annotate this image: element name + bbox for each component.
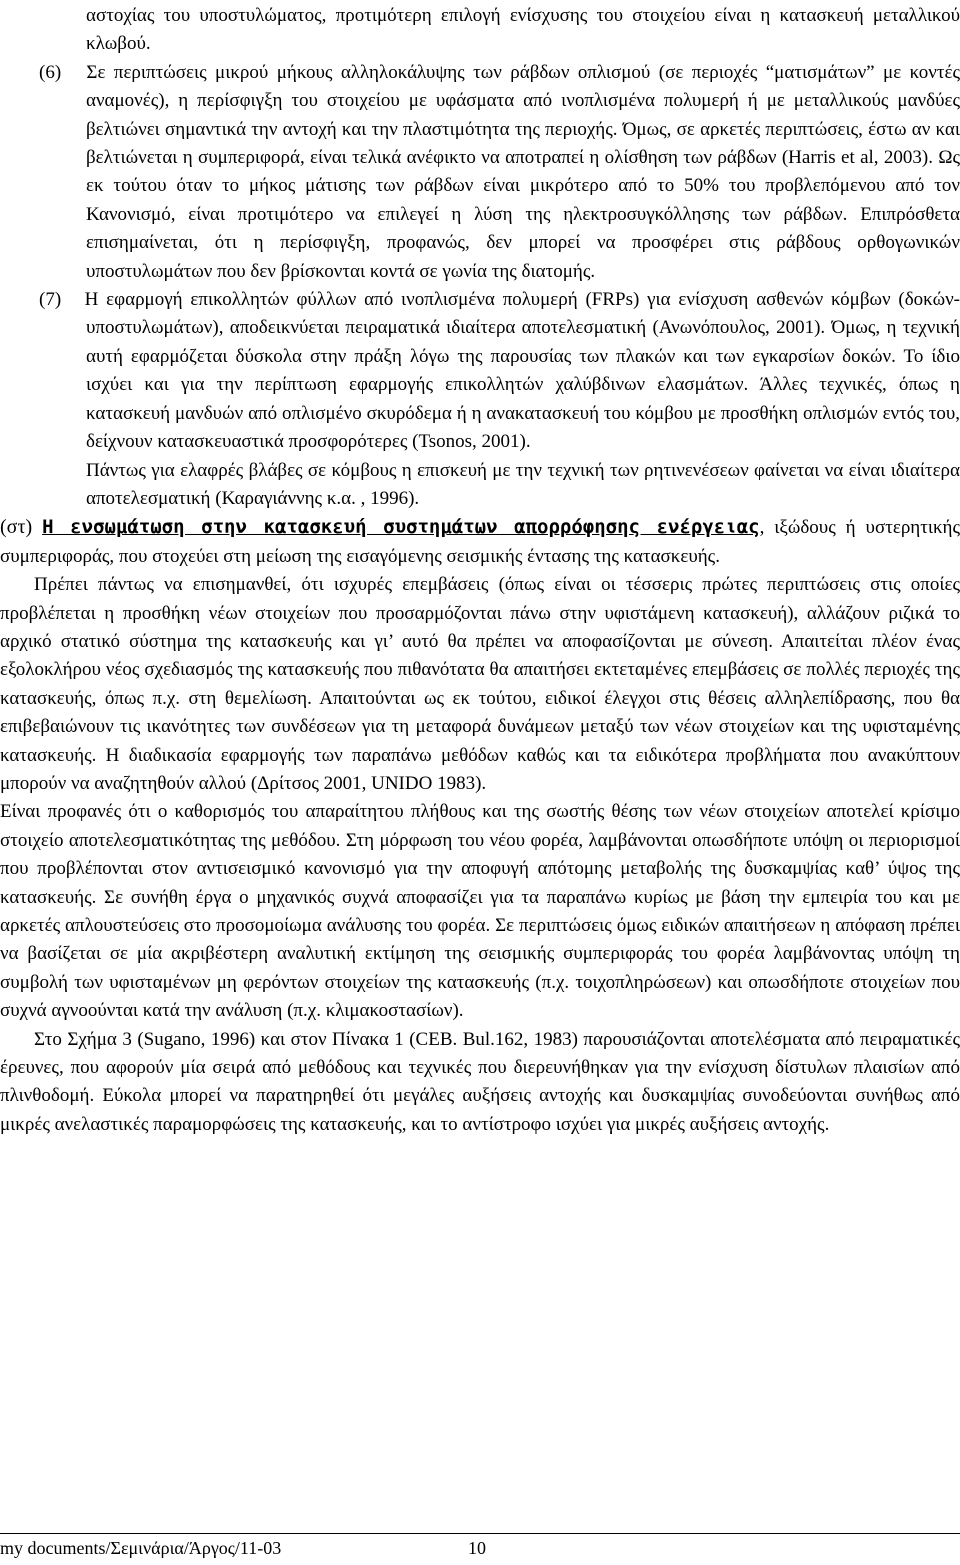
item-6-text: Σε περιπτώσεις μικρού μήκους αλληλοκάλυψης των ράβδων οπλισμού (σε περιοχές “ματισμάτων” με κοντές αναμονές), η περίσφιγξη του στοιχείου με υφάσματα από ινοπλισμένα πολυμερή ή με μεταλλικούς μανδύες βελτιώνει σημαντικά την αντοχή και την πλαστιμότητα της περιοχής. Όμως, σε αρκετές περιπτώσεις, έστω αν και βελτιώνεται η συμπεριφορά, είναι τελικά ανέφικτο να αποτραπεί η ολίσθηση των ράβδων (Harris et al, 2003). Ως εκ τούτου όταν το μήκος μάτισης των ράβδων είναι μικρότερο από το 50% του προβλεπόμενου από τον Κανονισμό, είναι προτιμότερο να επιλεγεί η λύση της ηλεκτροσυγκόλλησης των ράβδων. Επιπρόσθετα επισημαίνεται, ότι η περίσφιγξη, προφανώς, δεν μπορεί να προσφέρει στις ράβδους ορθογωνικών υποστυλωμάτων που δεν βρίσκονται κοντά σε γωνία της διατομής. xyxy=(86,61,960,282)
paragraph-3 xyxy=(0,1026,960,1140)
paragraph-1 xyxy=(0,571,960,798)
section-st xyxy=(0,513,960,571)
continuation-paragraph xyxy=(0,2,960,59)
section-st-label: (στ) xyxy=(0,516,33,539)
item-7-number: (7) xyxy=(39,289,62,311)
footer-rule xyxy=(0,1533,960,1534)
paragraph-1-text: Πρέπει πάντως να επισημανθεί, ότι ισχυρές επεμβάσεις (όπως είναι οι τέσσερις πρώτες περιπτώσεις στις οποίες προβλέπεται η προσθήκη νέων στοιχείων που προσαρμόζονται πάνω στην υφιστάμενη κατασκευή), αλλάζουν ριζικά το αρχικό στατικό σύστημα της κατασκευής και γι’ αυτό θα πρέπει να αποφασίζονται με σύνεση. Απαιτείται πλέον ένας εξολοκλήρου νέος σχεδιασμός της κατασκευής που πιθανότατα θα απαιτήσει εκτεταμένες επεμβάσεις σε πολλές περιοχές της κατασκευής, όπως π.χ. στη θεμελίωση. Απαιτούνται ως εκ τούτου, ειδικοί έλεγχοι στις θέσεις αλληλεπίδρασης, που θα επιβεβαιώνουν τις ικανότητες των συνδέσεων για τη μεταφορά δυνάμεων μεταξύ των νέων στοιχείων και της υφισταμένης κατασκευής. Η διαδικασία εφαρμογής των παραπάνω μεθόδων καθώς και τα ειδικότερα προβλήματα που ανακύπτουν μπορούν να αναζητηθούν αλλού (Δρίτσος 2001, UNIDO 1983). xyxy=(0,574,960,794)
item-7-text: Η εφαρμογή επικολλητών φύλλων από ινοπλισμένα πολυμερή (FRPs) για ενίσχυση ασθενών κόμβων (δοκών-υποστυλωμάτων), αποδεικνύεται πειραματικά ιδιαίτερα αποτελεσματική (Ανωνόπουλος, 2001). Όμως, η τεχνική αυτή εφαρμόζεται δύσκολα στην πράξη λόγω της παρουσίας των πλακών και των εγκαρσίων δοκών. Το ίδιο ισχύει και για την περίπτωση εφαρμογής επικολλητών χαλύβδινων ελασμάτων. Άλλες τεχνικές, όπως η κατασκευή μανδυών από οπλισμένο σκυρόδεμα ή η ανακατασκευή του κόμβου με προσθήκη οπλισμών εντός του, δείχνουν κατασκευαστικά προσφορότερες (Tsonos, 2001). xyxy=(84,289,960,453)
item-7-text-2: Πάντως για ελαφρές βλάβες σε κόμβους η επισκευή με την τεχνική των ρητινενέσεων φαίνεται να είναι ιδιαίτερα αποτελεσματική (Καραγιάννης κ.α. , 1996). xyxy=(86,459,960,509)
paragraph-2 xyxy=(0,798,960,1025)
page-footer xyxy=(0,1527,960,1565)
body-text xyxy=(0,2,960,1139)
item-7-continuation xyxy=(0,457,960,514)
paragraph-2-text: Είναι προφανές ότι ο καθορισμός του απαραίτητου πλήθους και της σωστής θέσης των νέων στοιχείων αποτελεί κρίσιμο στοιχείο αποτελεσματικότητας της μεθόδου. Στη μόρφωση του νέου φορέα, λαμβάνονται οπωσδήποτε υπόψη οι περιορισμοί που προβλέπονται στον αντισεισμικό κανονισμό για την αποφυγή απότομης μεταβολής της δυσκαμψίας καθ’ ύψος της κατασκευής. Σε συνήθη έργα ο μηχανικός συχνά αποφασίζει για τα παραπάνω κυρίως με βάση την εμπειρία του και με αρκετές απλουστεύσεις στο προσομοίωμα ανάλυσης του φορέα. Σε περιπτώσεις όμως ειδικών απαιτήσεων η απόφαση πρέπει να βασίζεται σε μία ακριβέστερη αναλυτική εκτίμηση της σεισμικής συμπεριφοράς του φορέα λαμβάνοντας υπόψη τη συμβολή των υφισταμένων μη φερόντων στοιχείων της κατασκευής (π.χ. τοιχοπληρώσεων) και οπωσδήποτε στοιχείων που συχνά αγνοούνται κατά την ανάλυση (π.χ. κλιμακοστασίων). xyxy=(0,801,960,1022)
section-st-heading: Η ενσωμάτωση στην κατασκευή συστημάτων απορρόφησης ενέργειας xyxy=(42,516,760,539)
page-number: 10 xyxy=(468,1538,486,1558)
section-st-text: , ιξώδους ή υστερητικής συμπεριφοράς, που στοχεύει στη μείωση της εισαγόμενης σεισμικής έντασης της κατασκευής. xyxy=(0,517,960,567)
footer-path: my documents/Σεμινάρια/Άργος/11-03 xyxy=(0,1538,282,1558)
item-6 xyxy=(0,59,960,286)
item-7 xyxy=(0,286,960,456)
paragraph-3-text: Στο Σχήμα 3 (Sugano, 1996) και στον Πίνακα 1 (CEB. Bul.162, 1983) παρουσιάζονται αποτελέσματα από πειραματικές έρευνες, που αφορούν μία σειρά από μεθόδους και τεχνικές που διερευνήθηκαν για την ενίσχυση δίστυλων πλαισίων από πλινθοδομή. Εύκολα μπορεί να παρατηρηθεί ότι μεγάλες αυξήσεις αντοχής και δυσκαμψίας συνοδεύονται συνήθως από μικρές ανελαστικές παραμορφώσεις της κατασκευής, και το αντίστροφο ισχύει για μικρές αυξήσεις αντοχής. xyxy=(0,1028,960,1135)
item-6-number: (6) xyxy=(39,61,62,83)
continuation-text: αστοχίας του υποστυλώματος, προτιμότερη επιλογή ενίσχυσης του στοιχείου είναι η κατασκευή μεταλλικού κλωβού. xyxy=(86,5,960,55)
